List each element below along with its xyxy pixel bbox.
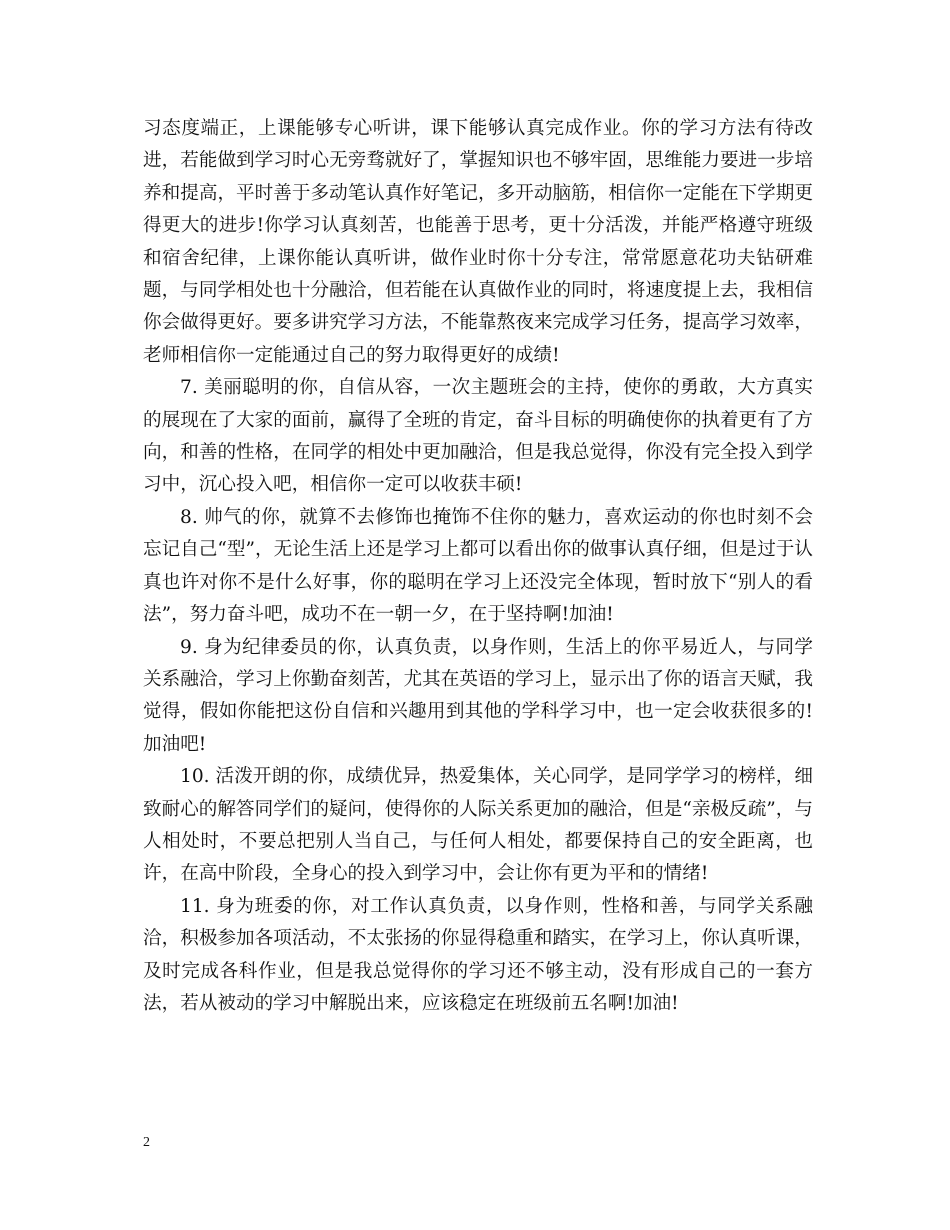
- paragraph-item-11: 11. 身为班委的你，对工作认真负责，以身作则，性格和善，与同学关系融洽，积极参加各项活动，不太张扬的你显得稳重和踏实，在学习上，你认真听课，及时完成各科作业，但是我总觉得你的学习还不够主动，没有形成自己的一套方法，若从被动的学习中解脱出来，应该稳定在班级前五名啊!加油!: [143, 895, 813, 1014]
- document-body: [143, 113, 813, 1020]
- paragraph-item-9: 9. 身为纪律委员的你，认真负责，以身作则，生活上的你平易近人，与同学关系融洽，学习上你勤奋刻苦，尤其在英语的学习上，显示出了你的语言天赋，我觉得，假如你能把这份自信和兴趣用到其他的学科学习中，也一定会收获很多的!加油吧!: [143, 636, 813, 755]
- paragraph-item-10: 10. 活泼开朗的你，成绩优异，热爱集体，关心同学，是同学学习的榜样，细致耐心的解答同学们的疑问，使得你的人际关系更加的融洽，但是“亲极反疏”，与人相处时，不要总把别人当自己，与任何人相处，都要保持自己的安全距离，也许，在高中阶段，全身心的投入到学习中，会让你有更为平和的情绪!: [143, 766, 813, 885]
- paragraph-continuation: 习态度端正，上课能够专心听讲，课下能够认真完成作业。你的学习方法有待改进，若能做到学习时心无旁骛就好了，掌握知识也不够牢固，思维能力要进一步培养和提高，平时善于多动笔认真作好笔记，多开动脑筋，相信你一定能在下学期更得更大的进步!你学习认真刻苦，也能善于思考，更十分活泼，并能严格遵守班级和宿舍纪律，上课你能认真听讲，做作业时你十分专注，常常愿意花功夫钻研难题，与同学相处也十分融洽，但若能在认真做作业的同时，将速度提上去，我相信你会做得更好。要多讲究学习方法，不能靠熬夜来完成学习任务，提高学习效率，老师相信你一定能通过自己的努力取得更好的成绩!: [143, 118, 813, 366]
- page-number: 2: [143, 1135, 150, 1150]
- paragraph-item-7: 7. 美丽聪明的你，自信从容，一次主题班会的主持，使你的勇敢，大方真实的展现在了大家的面前，赢得了全班的肯定，奋斗目标的明确使你的执着更有了方向，和善的性格，在同学的相处中更加融洽，但是我总觉得，你没有完全投入到学习中，沉心投入吧，相信你一定可以收获丰硕!: [143, 377, 813, 496]
- paragraph-item-8: 8. 帅气的你，就算不去修饰也掩饰不住你的魅力，喜欢运动的你也时刻不会忘记自己“型”，无论生活上还是学习上都可以看出你的做事认真仔细，但是过于认真也许对你不是什么好事，你的聪明在学习上还没完全体现，暂时放下“别人的看法”，努力奋斗吧，成功不在一朝一夕，在于坚持啊!加油!: [143, 506, 813, 626]
